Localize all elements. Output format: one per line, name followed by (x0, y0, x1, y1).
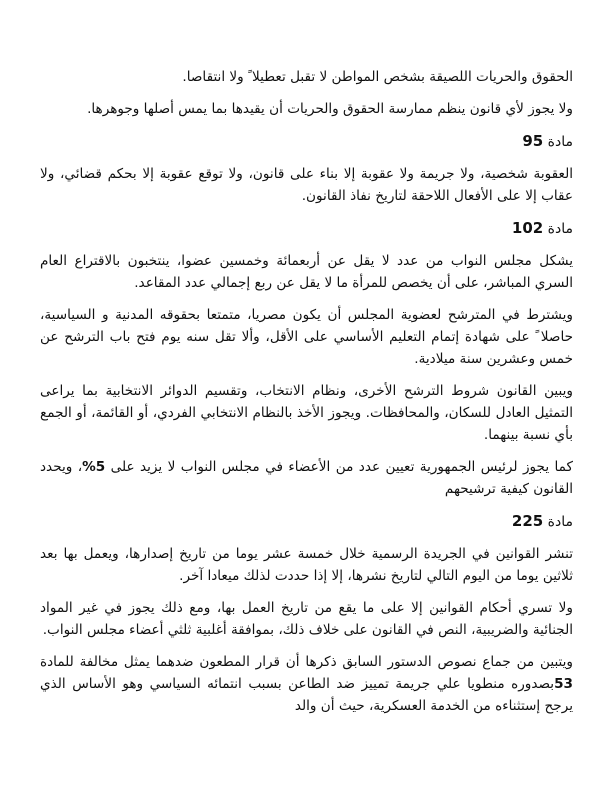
paragraph-text: بصدوره منطويا علي جريمة تمييز ضد الطاعن بسبب انتمائه السياسي وهو الأساس الذي يرجح إستثناءه من الخدمة العسكرية، حيث أن والد (40, 676, 573, 714)
article-number: 225 (511, 512, 544, 530)
paragraph: يشكل مجلس النواب من عدد لا يقل عن أربعمائة وخمسين عضوا، ينتخبون بالاقتراع العام السري المباشر، على أن يخصص للمرأة ما لا يقل عن ربع إجمالي عدد المقاعد. (40, 253, 573, 291)
article-label: مادة (547, 514, 573, 530)
paragraph (40, 651, 573, 717)
article-heading-225 (40, 510, 573, 533)
article-number: 102 (511, 219, 544, 237)
article-number: 95 (522, 132, 544, 150)
article-reference-number: 53 (554, 676, 573, 692)
paragraph (40, 456, 573, 500)
paragraph: الحقوق والحريات اللصيقة بشخص المواطن لا تقبل تعطيلا ً ولا انتقاصا. (182, 69, 573, 85)
article-heading-95 (40, 130, 573, 153)
article-label: مادة (547, 221, 573, 237)
paragraph: ولا يجوز لأي قانون ينظم ممارسة الحقوق والحريات أن يقيدها بما يمس أصلها وجوهرها. (87, 101, 573, 117)
paragraph: ولا تسري أحكام القوانين إلا على ما يقع من تاريخ العمل بها، ومع ذلك يجوز في غير المواد الجنائية والضريبية، النص في القانون على خلاف ذلك، بموافقة أغلبية ثلثي أعضاء مجلس النواب. (40, 600, 573, 638)
article-heading-102 (40, 217, 573, 240)
paragraph: ويبين القانون شروط الترشح الأخرى، ونظام الانتخاب، وتقسيم الدوائر الانتخابية بما يراعى التمثيل العادل للسكان، والمحافظات. ويجوز الأخذ بالنظام الانتخابي الفردي، أو القائمة، أو الجمع بأي نسبة بينهما. (40, 383, 573, 443)
paragraph: تنشر القوانين في الجريدة الرسمية خلال خمسة عشر يوما من تاريخ إصدارها، ويعمل بها بعد ثلاثين يوما من اليوم التالي لتاريخ نشرها، إلا إذا حددت لذلك ميعادا آخر. (40, 546, 573, 584)
article-label: مادة (547, 134, 573, 150)
percentage-value: 5% (82, 459, 106, 475)
document-page (40, 66, 573, 727)
paragraph: العقوبة شخصية، ولا جريمة ولا عقوبة إلا بناء على قانون، ولا توقع عقوبة إلا بحكم قضائي، ولا عقاب إلا على الأفعال اللاحقة لتاريخ نفاذ القانون. (40, 166, 573, 204)
paragraph-text: ، ويحدد القانون كيفية ترشيحهم (40, 459, 573, 497)
paragraph-text: ويتبين من جماع نصوص الدستور السابق ذكرها أن قرار المطعون ضدهما يمثل مخالفة للمادة (40, 654, 573, 670)
paragraph-text: كما يجوز لرئيس الجمهورية تعيين عدد من الأعضاء في مجلس النواب لا يزيد على (105, 459, 573, 475)
paragraph: ويشترط في المترشح لعضوية المجلس أن يكون مصريا، متمتعا بحقوقه المدنية و السياسية، حاصلا ً على شهادة إتمام التعليم الأساسي على الأقل، وألا تقل سنه يوم فتح باب الترشح عن خمس وعشرين سنة ميلادية. (40, 307, 573, 367)
